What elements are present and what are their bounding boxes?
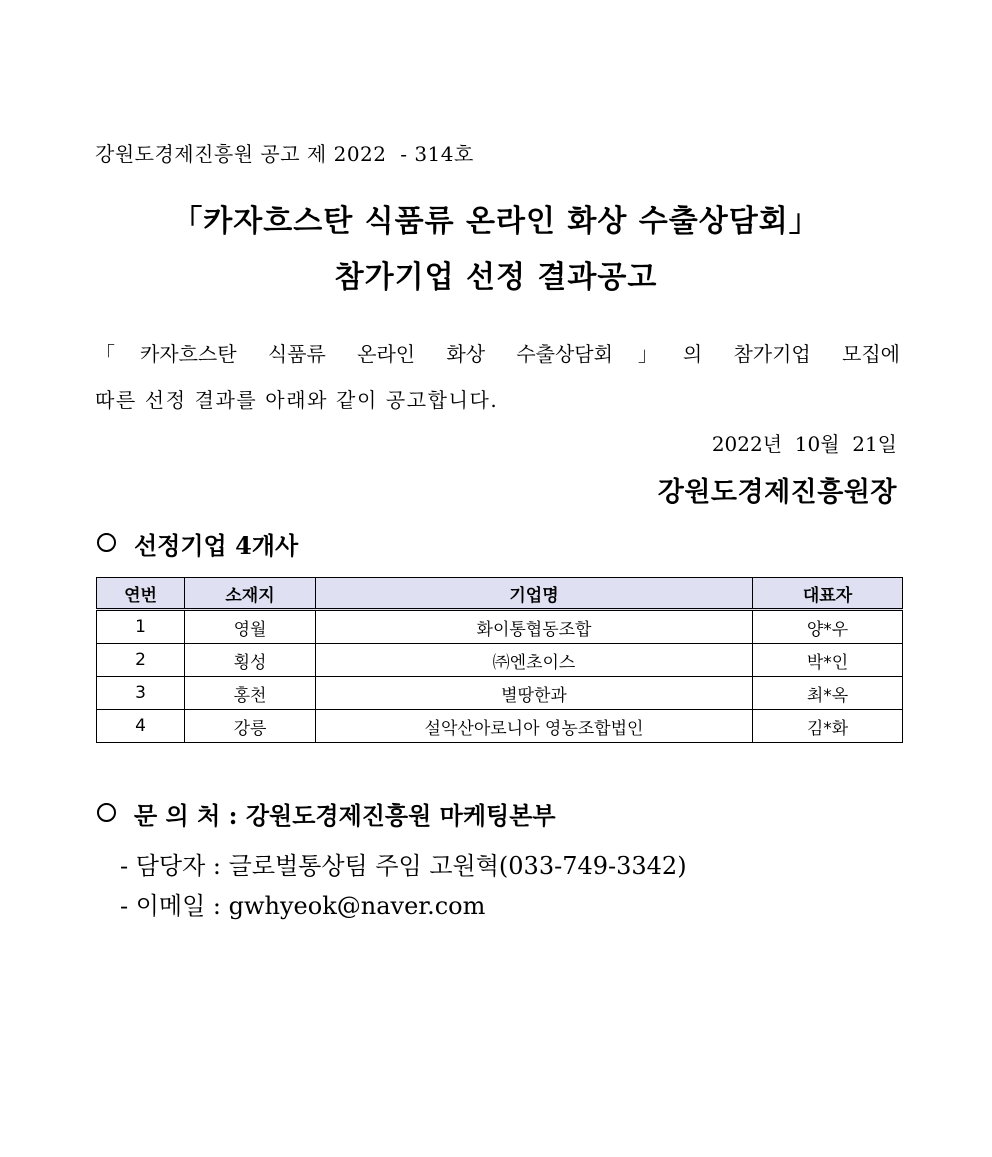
circle-bullet-icon	[97, 803, 116, 822]
circle-bullet-icon	[97, 533, 116, 552]
signer: 강원도경제진흥원장	[657, 477, 897, 508]
row-company: 설악산아로니아 영농조합법인	[316, 710, 753, 743]
row-no: 3	[97, 677, 185, 710]
table-row	[97, 677, 903, 710]
row-company: ㈜엔초이스	[316, 644, 753, 677]
row-location: 강릉	[185, 710, 316, 743]
row-representative: 양*우	[753, 610, 903, 644]
row-location: 홍천	[185, 677, 316, 710]
row-representative: 박*인	[753, 644, 903, 677]
column-header-representative: 대표자	[753, 578, 903, 610]
notice-number: 강원도경제진흥원 공고 제 2022 - 314호	[95, 142, 474, 166]
notice-date: 2022년 10월 21일	[711, 432, 897, 456]
table-row	[97, 610, 903, 644]
title-line-2: 참가기업 선정 결과공고	[334, 260, 658, 295]
column-header-no: 연번	[97, 578, 185, 610]
row-no: 4	[97, 710, 185, 743]
table-row	[97, 644, 903, 677]
table-header-row	[97, 578, 903, 610]
inquiry-heading-text: 문 의 처 : 강원도경제진흥원 마케팅본부	[134, 801, 556, 830]
contact-person: - 담당자 : 글로벌통상팀 주임 고원혁(033-749-3342)	[120, 852, 687, 880]
row-representative: 김*화	[753, 710, 903, 743]
title-line-1: 「카자흐스탄 식품류 온라인 화상 수출상담회」	[172, 204, 820, 239]
inquiry-heading	[97, 796, 556, 831]
row-no: 1	[97, 610, 185, 644]
table-row	[97, 710, 903, 743]
selected-companies-heading	[97, 526, 298, 561]
column-header-location: 소재지	[185, 578, 316, 610]
contact-email: - 이메일 : gwhyeok@naver.com	[120, 892, 486, 920]
row-representative: 최*옥	[753, 677, 903, 710]
row-company: 별땅한과	[316, 677, 753, 710]
selected-companies-table	[96, 577, 903, 743]
row-no: 2	[97, 644, 185, 677]
selected-companies-heading-text: 선정기업 4개사	[134, 531, 299, 560]
row-location: 영월	[185, 610, 316, 644]
row-company: 화이통협동조합	[316, 610, 753, 644]
body-line-2: 따른 선정 결과를 아래와 같이 공고합니다.	[95, 388, 499, 412]
row-location: 횡성	[185, 644, 316, 677]
column-header-company: 기업명	[316, 578, 753, 610]
body-line-1: 「카자흐스탄 식품류 온라인 화상 수출상담회」의 참가기업 모집에	[95, 342, 900, 366]
